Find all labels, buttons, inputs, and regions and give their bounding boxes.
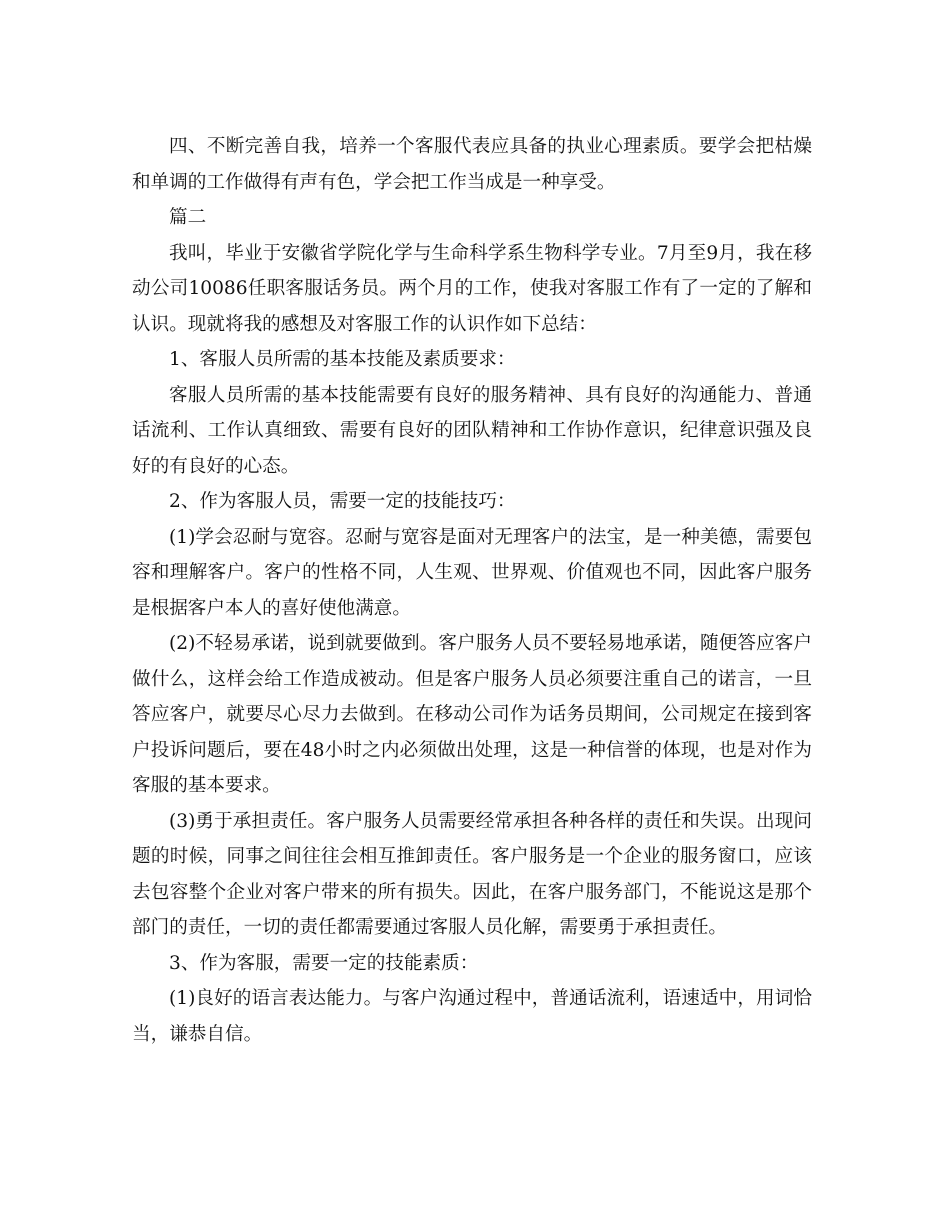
paragraph-language-expression: (1)良好的语言表达能力。与客户沟通过程中，普通话流利，语速适中，用词恰当，谦恭自信。 bbox=[132, 988, 812, 1045]
heading-skill-techniques: 2、作为客服人员，需要一定的技能技巧： bbox=[169, 491, 516, 512]
paragraph-basic-skills: 客服人员所需的基本技能需要有良好的服务精神、具有良好的沟通能力、普通话流利、工作认真细致、需要有良好的团队精神和工作协作意识，纪律意识强及良好的有良好的心态。 bbox=[132, 384, 812, 477]
paragraph-self-improvement: 四、不断完善自我，培养一个客服代表应具备的执业心理素质。要学会把枯燥和单调的工作做得有声有色，学会把工作当成是一种享受。 bbox=[132, 136, 812, 193]
heading-basic-skills: 1、客服人员所需的基本技能及素质要求： bbox=[169, 349, 516, 370]
heading-skill-qualities: 3、作为客服，需要一定的技能素质： bbox=[169, 952, 479, 974]
paragraph-take-responsibility: (3)勇于承担责任。客户服务人员需要经常承担各种各样的责任和失误。出现问题的时候，同事之间往往会相互推卸责任。客户服务是一个企业的服务窗口，应该去包容整个企业对客户带来的所有损失。因此，在客户服务部门，不能说这是那个部门的责任，一切的责任都需要通过客服人员化解，需要勇于承担责任。 bbox=[132, 810, 812, 938]
document-body bbox=[132, 129, 812, 1052]
paragraph-keep-promises: (2)不轻易承诺，说到就要做到。客户服务人员不要轻易地承诺，随便答应客户做什么，这样会给工作造成被动。但是客户服务人员必须要注重自己的诺言，一旦答应客户，就要尽心尽力去做到。在移动公司作为话务员期间，公司规定在接到客户投诉问题后，要在48小时之内必须做出处理，这是一种信誉的体现，也是对作为客服的基本要求。 bbox=[132, 633, 812, 796]
paragraph-introduction: 我叫，毕业于安徽省学院化学与生命科学系生物科学专业。7月至9月，我在移动公司10086任职客服话务员。两个月的工作，使我对客服工作有了一定的了解和认识。现就将我的感想及对客服工作的认识作如下总结： bbox=[132, 242, 812, 335]
section-heading-part-two: 篇二 bbox=[169, 207, 207, 228]
paragraph-patience-tolerance: (1)学会忍耐与宽容。忍耐与宽容是面对无理客户的法宝，是一种美德，需要包容和理解客户。客户的性格不同，人生观、世界观、价值观也不同，因此客户服务是根据客户本人的喜好使他满意。 bbox=[132, 526, 812, 619]
